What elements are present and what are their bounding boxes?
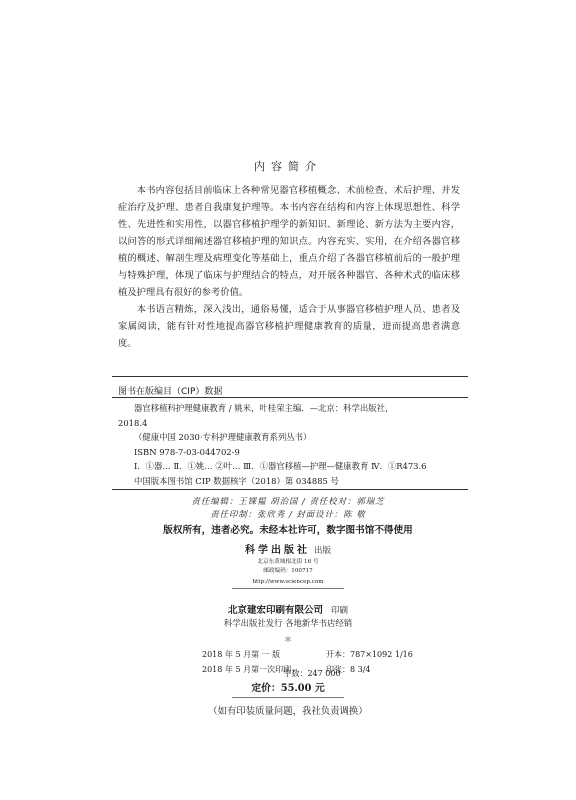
distribution: 科学出版社发行 各地新华书店经销 bbox=[223, 618, 353, 628]
format: 开本：787×1092 1/16 bbox=[326, 650, 413, 659]
publisher-address: 北京东黄城根北街 16 号 bbox=[257, 559, 319, 565]
separator-mark: ＊ bbox=[284, 635, 292, 644]
words: 字数：247 000 bbox=[283, 669, 341, 678]
publisher-postcode: 邮政编码：100717 bbox=[263, 568, 313, 574]
copyright-notice: 版权所有，违者必究。未经本社许可，数字图书馆不得使用 bbox=[163, 525, 413, 536]
cip-data bbox=[118, 401, 460, 488]
price: 定价：55.00 元 bbox=[251, 683, 325, 694]
staff-production: 责任印制：张欣秀 / 封面设计：陈 敬 bbox=[210, 509, 366, 519]
edition: 2018 年 5 月第 一 版 bbox=[202, 650, 281, 659]
printer-role: 印刷 bbox=[331, 606, 349, 616]
printing: 2018 年 5 月第一次印刷 bbox=[202, 665, 292, 674]
cip-line: Ⅰ．①器… Ⅱ．①姚… ②叶… Ⅲ．①器官移植—护理—健康教育 Ⅳ．①R473.6 bbox=[134, 461, 427, 471]
staff-editors: 责任编辑：王锞韫 胡治国 / 责任校对：郭瑞芝 bbox=[191, 496, 385, 506]
cip-line: 2018.4 bbox=[118, 417, 148, 428]
price-rule bbox=[232, 697, 344, 698]
cip-line: 中国版本图书馆 CIP 数据核字（2018）第 034885 号 bbox=[134, 475, 339, 486]
cip-bottom-rule bbox=[112, 489, 468, 490]
summary-body bbox=[118, 182, 460, 352]
summary-paragraph-2: 本书语言精炼，深入浅出，通俗易懂，适合于从事器官移植护理人员、患者及家属阅读，能有针对性地提高器官移植护理健康教育的质量，进而提高患者满意度。 bbox=[118, 304, 460, 349]
sheets: 印张：8 3/4 bbox=[326, 665, 371, 674]
quality-notice: （如有印装质量问题，我社负责调换） bbox=[208, 706, 368, 717]
summary-paragraph-1: 本书内容包括目前临床上各种常见器官移植概念、术前检查、术后护理、并发症治疗及护理、患者自我康复护理等。本书内容在结构和内容上体现思想性、科学性、先进性和实用性，以器官移植护理学的新知识、新理论、新方法为主要内容，以问答的形式详细阐述器官移植护理的知识点。内容充实、实用，在介绍各器官移植的概述、解剖生理及病理变化等基础上，重点介绍了各器官移植前后的一般护理与特殊护理，体现了临床与护理结合的特点，对开展各种器官、各种术式的临床移植及护理具有很好的参考价值。 bbox=[118, 185, 460, 298]
cip-line: ISBN 978-7-03-044702-9 bbox=[134, 446, 240, 457]
printer-line bbox=[0, 602, 576, 616]
publisher-role: 出版 bbox=[313, 546, 331, 556]
cip-heading-rule bbox=[112, 397, 468, 398]
cip-line: （健康中国 2030·专科护理健康教育系列丛书） bbox=[134, 432, 312, 442]
printer-name: 北京建宏印刷有限公司 bbox=[227, 605, 323, 616]
cip-heading: 图书在版编目（CIP）数据 bbox=[118, 387, 223, 397]
cip-line: 器官移植科护理健康教育 / 姚米，叶桂荣主编．—北京：科学出版社， bbox=[134, 403, 394, 413]
publisher-rule bbox=[232, 588, 344, 589]
publisher-website: http://www.sciencep.com bbox=[252, 579, 324, 585]
summary-title: 内容简介 bbox=[254, 160, 322, 173]
publisher-name: 科学出版社 bbox=[244, 545, 310, 556]
cip-top-rule bbox=[112, 376, 468, 377]
publisher-line bbox=[0, 541, 576, 556]
